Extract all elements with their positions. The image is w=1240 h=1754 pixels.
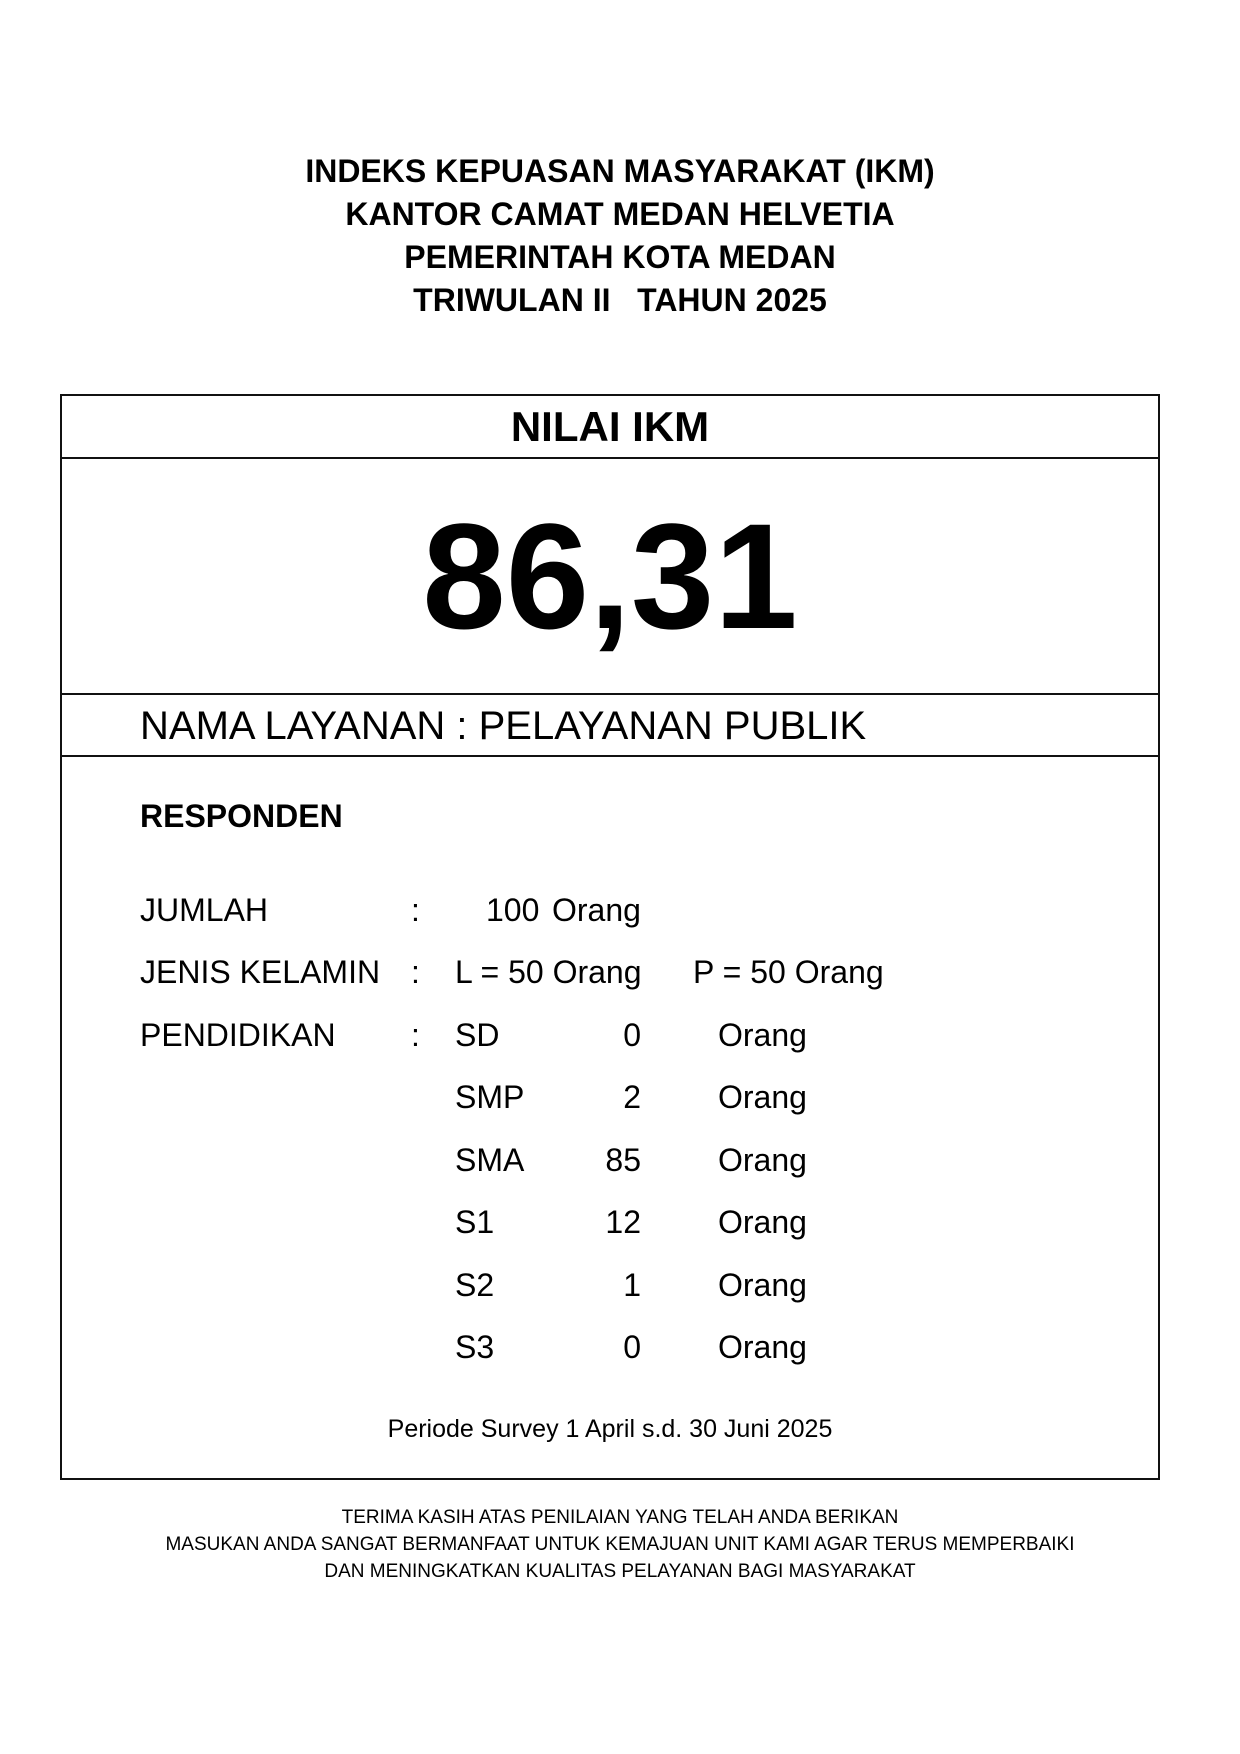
ikm-score: 86,31 xyxy=(422,492,798,660)
education-level: SMA xyxy=(455,1142,525,1178)
education-count: 1 xyxy=(623,1267,641,1303)
service-name: NAMA LAYANAN : PELAYANAN PUBLIK xyxy=(140,704,867,748)
education-count: 0 xyxy=(623,1017,641,1053)
colon: : xyxy=(411,892,420,928)
education-unit: Orang xyxy=(718,1017,807,1053)
education-unit: Orang xyxy=(718,1079,807,1115)
total-value: 100 xyxy=(486,892,540,928)
footer-message xyxy=(0,1504,1240,1585)
education-unit: Orang xyxy=(718,1204,807,1240)
respondents-heading: RESPONDEN xyxy=(140,798,343,834)
ikm-result-table xyxy=(60,394,1160,1480)
divider xyxy=(62,755,1158,757)
document-title xyxy=(0,150,1240,322)
title-line-survey-name: INDEKS KEPUASAN MASYARAKAT (IKM) xyxy=(305,153,935,189)
gender-male: L = 50 Orang xyxy=(455,954,642,990)
education-level: SD xyxy=(455,1017,500,1053)
education-unit: Orang xyxy=(718,1267,807,1303)
education-count: 0 xyxy=(623,1329,641,1365)
title-line-period: TRIWULAN II TAHUN 2025 xyxy=(413,282,827,318)
education-level: S3 xyxy=(455,1329,495,1365)
colon: : xyxy=(411,1017,420,1053)
footer-line: MASUKAN ANDA SANGAT BERMANFAAT UNTUK KEMAJUAN UNIT KAMI AGAR TERUS MEMPERBAIKI xyxy=(165,1534,1075,1555)
title-line-government: PEMERINTAH KOTA MEDAN xyxy=(404,239,836,275)
survey-period: Periode Survey 1 April s.d. 30 Juni 2025 xyxy=(387,1415,833,1443)
colon: : xyxy=(411,954,420,990)
education-count: 85 xyxy=(605,1142,641,1178)
education-level: SMP xyxy=(455,1079,525,1115)
education-level: S1 xyxy=(455,1204,495,1240)
education-count: 12 xyxy=(605,1204,641,1240)
education-label: PENDIDIKAN xyxy=(140,1017,336,1053)
total-unit: Orang xyxy=(552,892,641,928)
footer-line: TERIMA KASIH ATAS PENILAIAN YANG TELAH ANDA BERIKAN xyxy=(341,1507,899,1528)
gender-female: P = 50 Orang xyxy=(693,954,884,990)
education-unit: Orang xyxy=(718,1142,807,1178)
total-label: JUMLAH xyxy=(140,892,269,928)
education-level: S2 xyxy=(455,1267,495,1303)
title-line-office: KANTOR CAMAT MEDAN HELVETIA xyxy=(345,196,895,232)
education-count: 2 xyxy=(623,1079,641,1115)
gender-label: JENIS KELAMIN xyxy=(140,954,381,990)
footer-line: DAN MENINGKATKAN KUALITAS PELAYANAN BAGI MASYARAKAT xyxy=(324,1561,916,1582)
education-unit: Orang xyxy=(718,1329,807,1365)
ikm-label: NILAI IKM xyxy=(510,403,710,450)
